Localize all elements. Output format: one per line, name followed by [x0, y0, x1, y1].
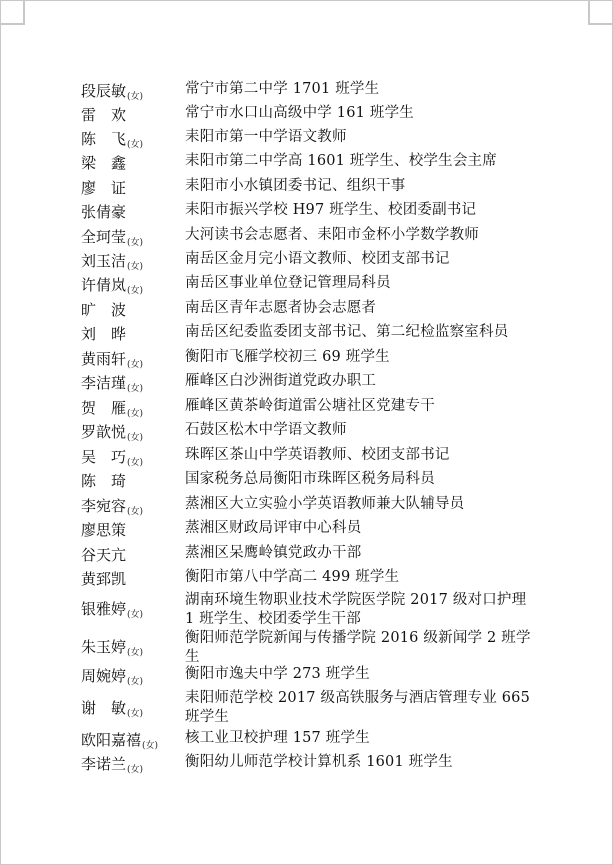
- person-description: 蒸湘区呆鹰岭镇党政办干部: [185, 545, 362, 561]
- gender-mark: (女): [127, 384, 144, 394]
- person-name: 李宛容$_{(女)}$: [81, 497, 144, 517]
- person-description: 珠晖区茶山中学英语教师、校团支部书记: [185, 447, 450, 463]
- person-description: 耒阳师范学校 2017 级高铁服务与酒店管理专业 665 班学生: [185, 690, 531, 725]
- person-description: 蒸湘区大立实验小学英语教师兼大队辅导员: [185, 496, 465, 512]
- person-name: 段辰敏$_{(女)}$: [81, 82, 144, 102]
- page-corner-mark: [1, 23, 25, 25]
- person-name: 刘 晔: [81, 325, 127, 343]
- person-name: 刘玉洁$_{(女)}$: [81, 252, 144, 272]
- person-name: 许倩岚$_{(女)}$: [81, 276, 144, 296]
- person-name: 雷 欢: [81, 106, 127, 124]
- person-name: 李洁瑾$_{(女)}$: [81, 374, 144, 394]
- gender-mark: (女): [127, 262, 144, 272]
- gender-mark: (女): [127, 238, 144, 248]
- person-description: 常宁市第二中学 1701 班学生: [185, 81, 380, 97]
- person-name: 廖 证: [81, 179, 127, 197]
- person-name: 李诺兰$_{(女)}$: [81, 755, 144, 775]
- person-description: 雁峰区白沙洲街道党政办职工: [185, 373, 377, 389]
- page-corner-mark: [588, 23, 612, 25]
- person-description: 南岳区纪委监委团支部书记、第二纪检监察室科员: [185, 324, 509, 340]
- gender-mark: (女): [127, 507, 144, 517]
- person-description: 湖南环境生物职业技术学院医学院 2017 级对口护理 1 班学生、校团委学生干部: [185, 592, 527, 627]
- person-description: 石鼓区松木中学语文教师: [185, 422, 347, 438]
- person-name: 谷天亢: [81, 546, 127, 564]
- person-description: 大河读书会志愿者、耒阳市金杯小学数学教师: [185, 227, 479, 243]
- person-name: 陈 琦: [81, 472, 127, 490]
- person-description: 耒阳市第二中学高 1601 班学生、校学生会主席: [185, 153, 497, 169]
- gender-mark: (女): [127, 433, 144, 443]
- person-name: 黄雨轩$_{(女)}$: [81, 350, 144, 370]
- person-description: 耒阳市第一中学语文教师: [185, 129, 347, 145]
- person-description: 衡阳幼儿师范学校计算机系 1601 班学生: [185, 754, 453, 770]
- person-description: 常宁市水口山高级中学 161 班学生: [185, 105, 414, 121]
- person-name: 全珂莹$_{(女)}$: [81, 228, 144, 248]
- person-name: 谢 敏$_{(女)}$: [81, 699, 144, 719]
- person-name: 罗歆悦$_{(女)}$: [81, 423, 144, 443]
- gender-mark: (女): [127, 286, 144, 296]
- gender-mark: (女): [127, 709, 144, 719]
- gender-mark: (女): [127, 677, 144, 687]
- person-name: 朱玉婷$_{(女)}$: [81, 638, 144, 658]
- person-description: 衡阳师范学院新闻与传播学院 2016 级新闻学 2 班学生: [185, 630, 531, 665]
- person-name: 梁 鑫: [81, 154, 127, 172]
- person-description: 核工业卫校护理 157 班学生: [185, 730, 370, 746]
- person-name: 张倩豪: [81, 203, 127, 221]
- page-corner-mark: [588, 1, 590, 25]
- gender-mark: (女): [127, 409, 144, 419]
- gender-mark: (女): [127, 648, 144, 658]
- person-name: 廖思策: [81, 521, 127, 539]
- person-description: 衡阳市飞雁学校初三 69 班学生: [185, 349, 390, 365]
- gender-mark: (女): [127, 360, 144, 370]
- person-description: 国家税务总局衡阳市珠晖区税务局科员: [185, 471, 435, 487]
- person-name: 吴 巧$_{(女)}$: [81, 448, 144, 468]
- person-description: 蒸湘区财政局评审中心科员: [185, 520, 362, 536]
- person-name: 银雅婷$_{(女)}$: [81, 600, 144, 620]
- page-corner-mark: [23, 1, 25, 25]
- person-description: 耒阳市振兴学校 H97 班学生、校团委副书记: [185, 202, 477, 218]
- gender-mark: (女): [127, 458, 144, 468]
- gender-mark: (女): [142, 741, 159, 751]
- person-name: 贺 雁$_{(女)}$: [81, 399, 144, 419]
- gender-mark: (女): [127, 140, 144, 150]
- person-name: 欧阳嘉禧$_{(女)}$: [81, 731, 159, 751]
- person-description: 南岳区青年志愿者协会志愿者: [185, 300, 377, 316]
- gender-mark: (女): [127, 765, 144, 775]
- person-description: 雁峰区黄茶岭街道雷公塘社区党建专干: [185, 398, 435, 414]
- person-name: 周婉婷$_{(女)}$: [81, 667, 144, 687]
- gender-mark: (女): [127, 610, 144, 620]
- person-name: 旷 波: [81, 301, 127, 319]
- gender-mark: (女): [127, 92, 144, 102]
- person-description: 衡阳市逸夫中学 273 班学生: [185, 666, 370, 682]
- person-description: 耒阳市小水镇团委书记、组织干事: [185, 178, 406, 194]
- person-description: 南岳区金月完小语文教师、校团支部书记: [185, 251, 450, 267]
- person-name: 黄郅凯: [81, 570, 127, 588]
- person-description: 南岳区事业单位登记管理局科员: [185, 275, 391, 291]
- person-name: 陈 飞$_{(女)}$: [81, 130, 144, 150]
- person-description: 衡阳市第八中学高二 499 班学生: [185, 569, 400, 585]
